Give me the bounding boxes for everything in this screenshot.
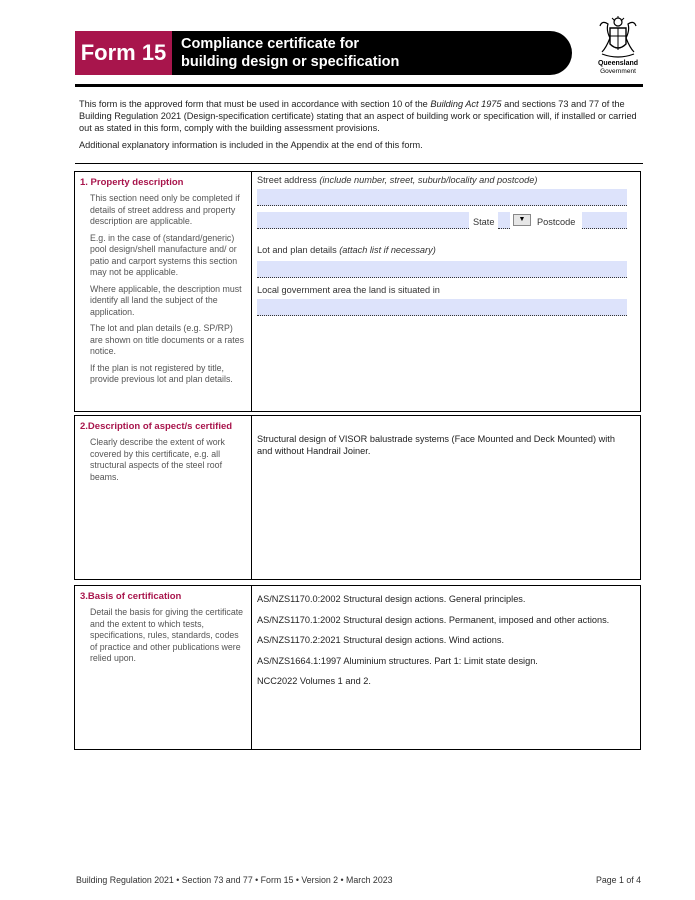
logo-text-government: Government [600,68,636,75]
section3-title: 3.Basis of certification [80,591,182,602]
section2-title: 2.Description of aspect/s certified [80,421,233,432]
section3-answer-column[interactable] [252,586,640,749]
lga-field[interactable] [257,299,627,316]
intro-text [79,98,639,156]
lot-plan-label [257,245,436,255]
state-label: State [473,217,495,227]
form-title-line2: building design or specification [181,54,400,70]
label-text: Lot and plan details [257,245,340,255]
coat-of-arms-icon [596,14,640,60]
header-divider [75,84,643,87]
section1-help [90,193,246,391]
form-title-line1: Compliance certificate for [181,36,360,52]
section1-fields-column [252,172,640,411]
form-number-badge: Form 15 [75,31,172,75]
act-name: Building Act 1975 [430,99,502,109]
label-hint: (attach list if necessary) [339,245,436,255]
lga-label: Local government area the land is situated in [257,285,440,295]
help-paragraph: Detail the basis for giving the certificate and the extent to which tests, specifications, rules, standards, codes of practice and other publications were relied upon. [90,607,244,663]
street-address-field-1[interactable] [257,189,627,206]
section3-help-column [75,586,252,749]
section3-answer[interactable] [257,594,630,697]
help-paragraph: Clearly describe the extent of work covered by this certificate, e.g. all structural aspects of the steel roof beams. [90,437,225,482]
intro-paragraph-1 [79,98,639,134]
intro-text-part: This form is the approved form that must be used in accordance with section 10 of the [79,99,431,109]
standard-reference: AS/NZS1664.1:1997 Aluminium structures. Part 1: Limit state design. [257,655,538,666]
logo-text-queensland: Queensland [597,60,639,67]
form-title-bar [172,31,572,75]
caret-down-icon: ▼ [518,216,526,223]
street-address-field-2[interactable] [257,212,469,229]
section3-help [90,607,246,670]
help-paragraph: If the plan is not registered by title, provide previous lot and plan details. [90,362,233,384]
section2-answer-column[interactable] [252,416,640,579]
help-paragraph: The lot and plan details (e.g. SP/RP) are shown on title documents or a rates notice. [90,323,245,356]
standard-reference: AS/NZS1170.2:2021 Structural design actions. Wind actions. [257,635,505,645]
street-address-label [257,175,537,185]
intro-divider [75,163,643,164]
help-paragraph: This section need only be completed if details of street address and property description are applicable. [90,193,240,226]
intro-paragraph-2: Additional explanatory information is included in the Appendix at the end of this form. [79,140,423,150]
section-property-description [74,171,641,412]
answer-text: Structural design of VISOR balustrade systems (Face Mounted and Deck Mounted) with and without Handrail Joiner. [257,434,615,456]
postcode-field[interactable] [582,212,627,229]
footer-document-info: Building Regulation 2021 • Section 73 and 77 • Form 15 • Version 2 • March 2023 [76,875,393,885]
section-basis-of-certification [74,585,641,750]
page-number: Page 1 of 4 [596,875,641,885]
section1-help-column [75,172,252,411]
help-paragraph: E.g. in the case of (standard/generic) pool design/shell manufacture and/ or patio and carport systems this section may not be applicable. [90,232,238,277]
standard-reference: AS/NZS1170.0:2002 Structural design actions. General principles. [257,594,526,604]
section1-title: 1. Property description [80,177,184,188]
section2-help-column [75,416,252,579]
label-hint: (include number, street, suburb/locality and postcode) [319,175,538,185]
section-aspect-certified [74,415,641,580]
standard-reference: AS/NZS1170.1:2002 Structural design actions. Permanent, imposed and other actions. [257,614,610,625]
queensland-government-logo [593,14,643,82]
postcode-label: Postcode [537,217,576,227]
standard-reference: NCC2022 Volumes 1 and 2. [257,676,371,686]
section2-help [90,437,246,488]
help-paragraph: Where applicable, the description must identify all land the subject of the application. [90,283,242,317]
state-select[interactable] [498,212,510,229]
form-title [181,35,399,71]
section2-answer[interactable] [257,434,630,466]
state-dropdown-button[interactable] [513,214,531,226]
lot-plan-field[interactable] [257,261,627,278]
intro-text-part: and sections 73 and 77 of the Building Regulation 2021 (Design-specification certificate) stating that an aspect of building work or specification will, if installed or carried out as stated in this form, comply with the building assessment provisions. [79,99,637,133]
label-text: Street address [257,175,320,185]
